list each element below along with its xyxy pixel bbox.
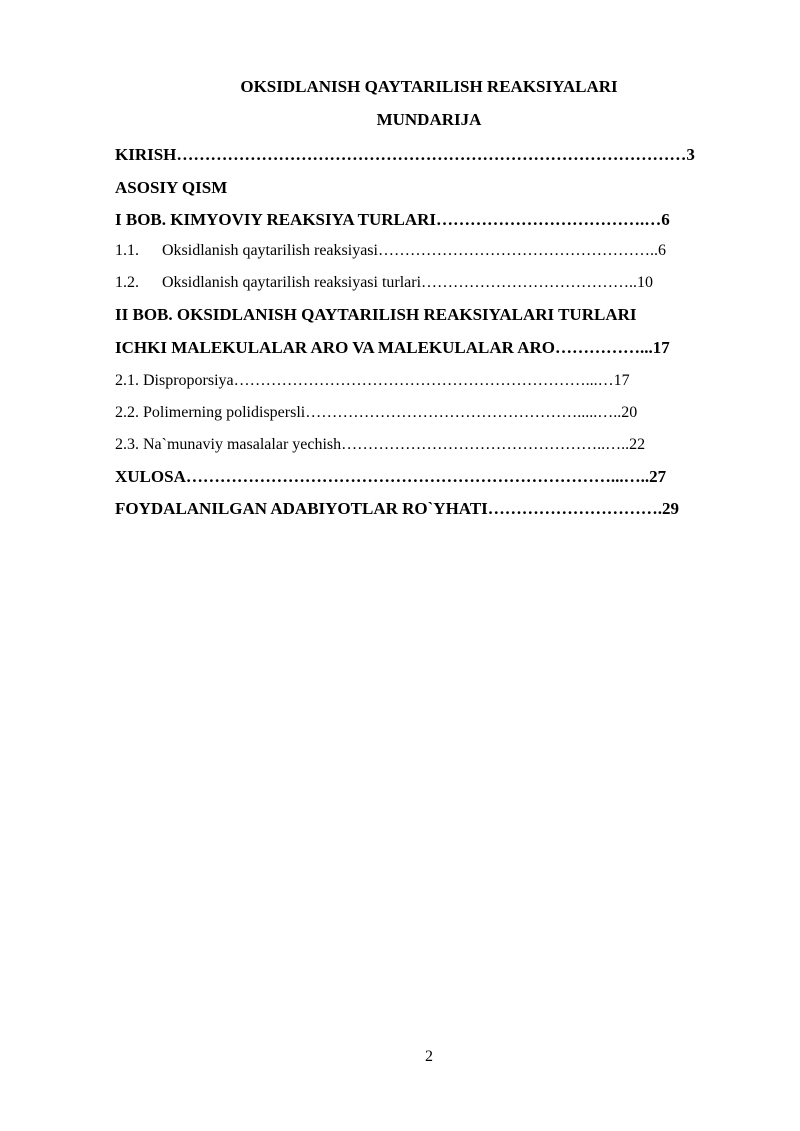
- table-of-contents-heading: MUNDARIJA: [376, 110, 482, 129]
- toc-entry-2-2: 2.2. Polimerning polidispersli…………………………………………….....…..20: [115, 404, 638, 421]
- toc-entry-bob2-line2: ICHKI MALEKULALAR ARO VA MALEKULALAR ARO……………...17: [115, 338, 670, 357]
- toc-entry-1-2: [115, 273, 741, 293]
- document-title: OKSIDLANISH QAYTARILISH REAKSIYALARI: [240, 77, 618, 96]
- toc-entry-bob2-line1: II BOB. OKSIDLANISH QAYTARILISH REAKSIYALARI TURLARI: [115, 305, 637, 324]
- toc-entry-xulosa: XULOSA…………………………………………………………………...…..27: [115, 467, 667, 486]
- toc-entry-number: 1.2.: [115, 274, 139, 291]
- page-number: 2: [425, 1048, 433, 1065]
- toc-entry-number: 1.1.: [115, 242, 139, 259]
- toc-entry-text: Oksidlanish qaytarilish reaksiyasi turlari…………………………………..10: [162, 274, 654, 291]
- toc-section-asosiy-qism: ASOSIY QISM: [115, 178, 228, 197]
- toc-entry-2-1: 2.1. Disproporsiya…………………………………………………………...…17: [115, 372, 630, 389]
- toc-entry-bob1: I BOB. KIMYOVIY REAKSIYA TURLARI……………………………….…6: [115, 210, 670, 229]
- toc-entry-foydalanilgan-adabiyotlar: FOYDALANILGAN ADABIYOTLAR RO`YHATI………………………….29: [115, 499, 680, 518]
- toc-entry-1-1: [115, 241, 741, 261]
- toc-entry-2-3: 2.3. Na`munaviy masalalar yechish…………………………………………..…..22: [115, 436, 646, 453]
- toc-entry-kirish: KIRISH………………………………………………………………………………3: [115, 145, 695, 164]
- toc-entry-text: Oksidlanish qaytarilish reaksiyasi……………………………………………..6: [162, 242, 666, 259]
